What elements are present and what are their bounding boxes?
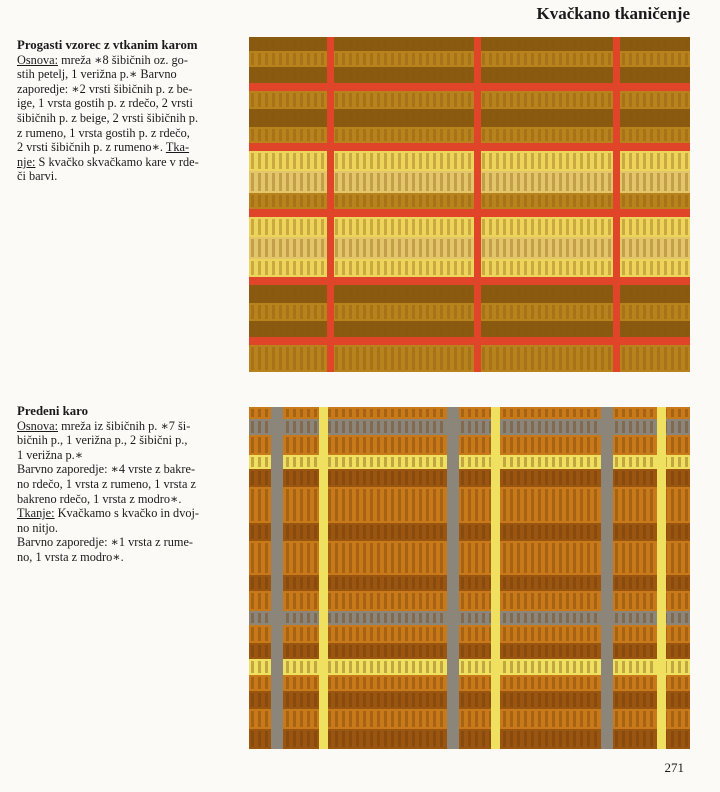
text-line: bičnih p., 1 verižna p., 2 šibični p., <box>17 433 188 448</box>
orange-red-plaid-swatch <box>249 37 690 372</box>
page-title: Kvačkano tkaničenje <box>536 4 690 23</box>
red-weave-line <box>613 37 620 372</box>
copper-yellow-grey-plaid-swatch <box>249 407 690 749</box>
text-line: zaporedje: ∗2 vrsti šibičnih p. z be- <box>17 81 193 96</box>
swatch-band <box>249 277 690 285</box>
pattern-title: Predeni karo <box>17 404 88 418</box>
text-line: no rdečo, 1 vrsta z rumeno, 1 vrsta z <box>17 476 196 491</box>
text-line: ige, 1 vrsta gostih p. z rdečo, 2 vrsti <box>17 96 193 111</box>
swatch-band <box>249 143 690 151</box>
text-line: no nitjo. <box>17 520 58 535</box>
yellow-weave-line <box>657 407 666 749</box>
swatch-band <box>249 337 690 345</box>
text-line: z rumeno, 1 vrsta gostih p. z rdečo, <box>17 125 190 140</box>
text-line: Barvno zaporedje: ∗4 vrste z bakre- <box>17 462 196 477</box>
text-line: bakreno rdečo, 1 vrsta z modro∗. <box>17 491 182 506</box>
text-line: no, 1 vrsta z modro∗. <box>17 549 124 564</box>
text-line: šibičnih p. z beige, 2 vrsti šibičnih p. <box>17 110 199 125</box>
swatch-band <box>249 83 690 91</box>
yellow-weave-line <box>491 407 500 749</box>
grey-weave-line <box>447 407 459 749</box>
text-line: Barvno zaporedje: ∗1 vrsta z rume- <box>17 535 194 550</box>
pattern-title: Progasti vzorec z vtkanim karom <box>17 38 198 52</box>
grey-weave-line <box>601 407 613 749</box>
swatch-band <box>249 209 690 217</box>
label: Tka- <box>165 140 190 155</box>
swatch-image <box>249 407 690 749</box>
text-line: nje: S kvačko skvačkamo kare v rde- <box>17 154 199 169</box>
text-line: 1 verižna p.∗ <box>17 447 84 462</box>
text-line: Osnova: mreža ∗8 šibičnih oz. go- <box>17 52 188 67</box>
yellow-weave-line <box>319 407 328 749</box>
red-weave-line <box>474 37 481 372</box>
pattern-description-1 <box>17 38 242 184</box>
pattern-description-2 <box>17 404 242 565</box>
grey-weave-line <box>271 407 283 749</box>
text-line: stih petelj, 1 verižna p.∗ Barvno <box>17 67 177 82</box>
label: Osnova: <box>17 418 58 433</box>
label: Osnova: <box>17 52 58 67</box>
page-number: 271 <box>664 760 684 775</box>
text-line: Tkanje: Kvačkamo s kvačko in dvoj- <box>17 506 200 521</box>
text-line: 2 vrsti šibičnih p. z rumeno∗. Tka- <box>17 140 190 155</box>
label: Tkanje: <box>17 506 55 521</box>
swatch-image <box>249 37 690 372</box>
text-line: či barvi. <box>17 169 58 184</box>
label: nje: <box>17 154 36 169</box>
text-line: Osnova: mreža iz šibičnih p. ∗7 ši- <box>17 418 191 433</box>
red-weave-line <box>327 37 334 372</box>
